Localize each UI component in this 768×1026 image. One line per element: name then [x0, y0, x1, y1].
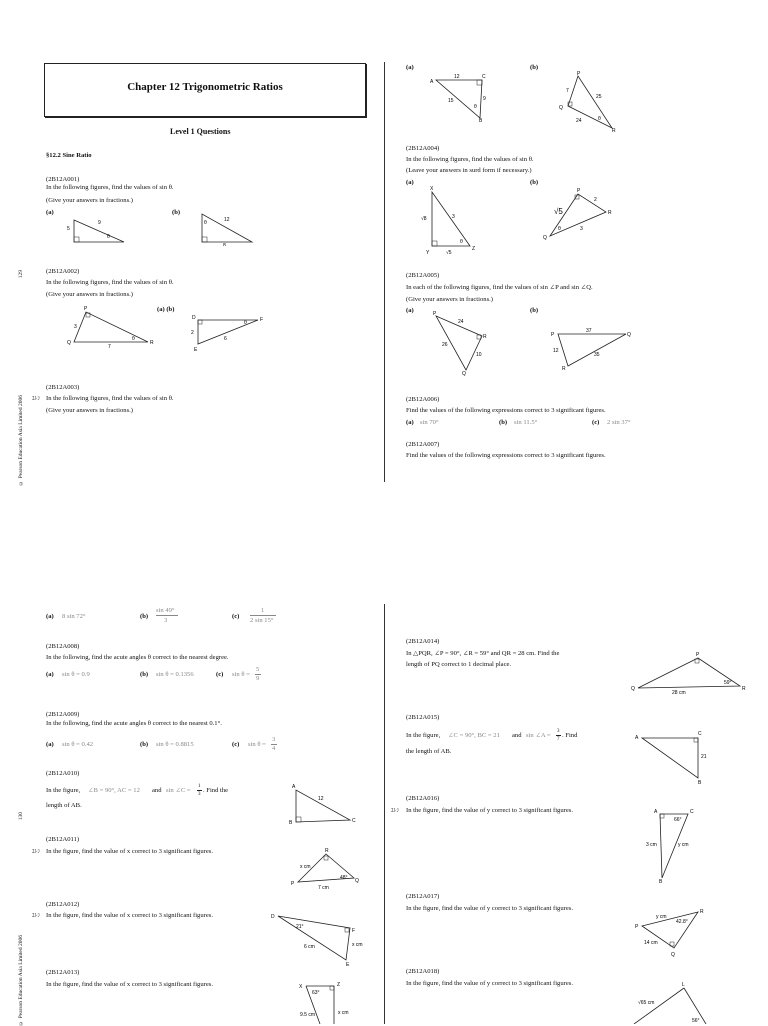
q016-code: (2B12A016)	[406, 795, 440, 802]
q004-figure-b	[540, 184, 616, 242]
q002a-angle: θ	[132, 336, 135, 342]
q010-frac-den: 3	[198, 792, 201, 797]
q010-line1b: ∠B = 90°, AC = 12	[88, 787, 140, 794]
q016-vertex-c: C	[690, 809, 694, 815]
q018-side-root65: √65 cm	[638, 1000, 655, 1006]
q009-label-b: (b)	[140, 741, 149, 748]
q007-label-c: (c)	[232, 613, 240, 620]
q004-line2: (Leave your answers in surd form if necessary.)	[406, 167, 532, 174]
hkcee-mark-q003: ﾕﾚﾝ	[32, 396, 41, 402]
q008-code: (2B12A008)	[46, 643, 80, 650]
q004b-side-2: 2	[594, 197, 597, 203]
q003a-angle: θ	[474, 104, 477, 110]
q012-vertex-d: D	[271, 914, 275, 920]
q005a-side-10: 10	[476, 352, 482, 358]
q001a-side-5: 5	[67, 226, 70, 232]
q002-line2: (Give your answers in fractions.)	[46, 291, 133, 298]
q002b-vertex-e: E	[194, 347, 198, 352]
q001-figure-a	[66, 212, 128, 246]
q006-label-c: (c)	[592, 419, 600, 426]
q017-side-14cm: 14 cm	[644, 940, 658, 946]
q004-line1: In the following figures, find the values of sin θ.	[406, 156, 534, 163]
q013-code: (2B12A013)	[46, 969, 80, 976]
q002-code: (2B12A002)	[46, 268, 80, 275]
q014-vertex-p: P	[696, 652, 700, 658]
q007-c-num: 1	[261, 607, 265, 614]
q017-vertex-r: R	[700, 909, 704, 915]
q016-side-3cm: 3 cm	[646, 842, 657, 848]
q005-label-a: (a)	[406, 307, 414, 314]
q013-vertex-x: X	[299, 984, 303, 990]
q001b-angle: θ	[204, 220, 207, 226]
q005b-side-35: 35	[594, 352, 600, 358]
q012-vertex-f: F	[352, 928, 356, 934]
page-number-top: 129	[18, 270, 24, 279]
q005-code: (2B12A005)	[406, 272, 440, 279]
column-divider-bottom	[384, 604, 385, 1024]
q008-c-num: 5	[256, 666, 260, 673]
q003b-vertex-q: Q	[559, 105, 563, 111]
q008-label-a: (a)	[46, 671, 54, 678]
q004a-vertex-x: X	[430, 186, 434, 192]
q004a-side-3: 3	[452, 214, 455, 220]
q002a-vertex-r: R	[150, 340, 154, 346]
q005-figure-a	[426, 308, 490, 376]
q004-label-b: (b)	[530, 179, 539, 186]
q013-side-9-5cm: 9.5 cm	[300, 1012, 316, 1018]
q016-angle: 66°	[674, 817, 682, 823]
q011-side-x: x cm	[300, 864, 311, 870]
q002b-side-2: 2	[191, 330, 194, 336]
q003-label-b: (b)	[530, 64, 539, 71]
q011-angle: 48°	[340, 875, 348, 881]
q004b-side-root5: √5	[554, 207, 563, 216]
q017-angle: 42.8°	[676, 919, 688, 925]
q016-side-y: y cm	[678, 842, 689, 848]
q015-figure	[632, 726, 712, 786]
q013-line1: In the figure, find the value of x correct to 3 significant figures.	[46, 981, 213, 988]
q003-label-a: (a)	[406, 64, 414, 71]
q016-line1: In the figure, find the value of y correct to 3 significant figures.	[406, 807, 573, 814]
q002b-vertex-d: D	[192, 315, 196, 321]
q002b-side-6: 6	[224, 336, 227, 342]
q008-c-den: 9	[256, 675, 260, 682]
q015-line2: the length of AB.	[406, 748, 452, 755]
column-divider-top	[384, 62, 385, 482]
q010-line1d: sin ∠C =	[166, 787, 191, 794]
q001-line1: In the following figures, find the values of sin θ.	[46, 184, 174, 191]
q008-label-b: (b)	[140, 671, 149, 678]
q010-line1e: . Find the	[203, 787, 229, 794]
q010-vertex-b: B	[289, 820, 293, 826]
q003a-vertex-c: C	[482, 74, 486, 80]
q002a-side-3: 3	[74, 324, 77, 330]
q002a-vertex-q: Q	[67, 340, 71, 346]
q004-figure-a	[420, 184, 480, 258]
q018-code: (2B12A018)	[406, 968, 440, 975]
q003a-vertex-a: A	[430, 79, 434, 85]
q013-figure	[296, 978, 360, 1024]
q017-code: (2B12A017)	[406, 893, 440, 900]
hkcee-mark-q012: ﾕﾚﾝ	[32, 913, 41, 919]
q015-side-21: 21	[701, 754, 707, 760]
hkcee-mark-q016: ﾕﾚﾝ	[391, 808, 400, 814]
q003a-side-9: 9	[483, 96, 486, 102]
q018-line1: In the figure, find the value of y correct to 3 significant figures.	[406, 980, 573, 987]
q005-line1: In each of the following figures, find the values of sin ∠P and sin ∠Q.	[406, 284, 593, 291]
q012-code: (2B12A012)	[46, 901, 80, 908]
q009-label-c: (c)	[232, 741, 240, 748]
q014-figure	[628, 648, 752, 698]
q009-expr-c: sin θ =	[248, 741, 266, 748]
q015-code: (2B12A015)	[406, 714, 440, 721]
page-number-bottom: 130	[18, 812, 24, 821]
q001a-side-9: 9	[98, 220, 101, 226]
q016-vertex-a: A	[654, 809, 658, 815]
chapter-title-box	[44, 63, 366, 117]
q004a-side-root5: √5	[446, 250, 452, 256]
q005a-side-26: 26	[442, 342, 448, 348]
q018-vertex-l: L	[682, 982, 685, 988]
copyright-top: © Pearson Education Asia Limited 2006	[18, 395, 24, 486]
q017-line1: In the figure, find the value of y correct to 3 significant figures.	[406, 905, 573, 912]
q005b-vertex-r: R	[562, 366, 566, 372]
q008-expr-a: sin θ = 0.9	[62, 671, 90, 678]
q014-code: (2B12A014)	[406, 638, 440, 645]
q006-line1: Find the values of the following expressions correct to 3 significant figures.	[406, 407, 606, 414]
q016-figure	[644, 806, 700, 884]
q009-code: (2B12A009)	[46, 711, 80, 718]
q005b-vertex-p: P	[551, 332, 555, 338]
q011-line1: In the figure, find the value of x correct to 3 significant figures.	[46, 848, 213, 855]
q007-b-den: 3	[164, 617, 168, 624]
q003b-vertex-r: R	[612, 128, 616, 134]
q009-c-den: 4	[272, 745, 276, 752]
q009-c-num: 3	[272, 736, 276, 743]
q007-c-fraction-bar	[250, 615, 276, 616]
q005-label-b: (b)	[530, 307, 539, 314]
copyright-bottom: © Pearson Education Asia Limited 2006	[18, 935, 24, 1026]
q015-vertex-b: B	[698, 780, 702, 786]
q017-figure	[634, 904, 708, 958]
q006-expr-b: sin 11.5°	[514, 419, 538, 426]
q004-code: (2B12A004)	[406, 145, 440, 152]
q009-expr-b: sin θ = 0.8815	[156, 741, 194, 748]
q005b-vertex-q: Q	[627, 332, 631, 338]
q005a-vertex-r: R	[483, 334, 487, 340]
q017-vertex-q: Q	[671, 952, 675, 958]
q015-line1c: and	[512, 732, 522, 739]
q012-angle: 21°	[296, 924, 304, 930]
q007-c-den: 2 sin 15°	[250, 617, 274, 624]
q010-vertex-a: A	[292, 784, 296, 790]
q015-line1d: sin ∠A =	[526, 732, 551, 739]
q003b-side-7: 7	[566, 88, 569, 94]
q007-expr-a: 8 sin 72°	[62, 613, 86, 620]
q012-vertex-e: E	[346, 962, 350, 966]
q008-expr-c: sin θ =	[232, 671, 250, 678]
q014-line1: In △PQR, ∠P = 90°, ∠R = 59° and QR = 28 cm. Find the	[406, 650, 560, 657]
level-heading: Level 1 Questions	[170, 127, 231, 136]
q011-figure	[286, 846, 362, 892]
q007-code: (2B12A007)	[406, 441, 440, 448]
q007-label-a: (a)	[46, 613, 54, 620]
q004a-vertex-z: Z	[472, 246, 476, 252]
q003b-side-25: 25	[596, 94, 602, 100]
q005b-side-37: 37	[586, 328, 592, 334]
q012-figure	[270, 908, 366, 966]
q014-vertex-r: R	[742, 686, 746, 692]
q012-side-6cm: 6 cm	[304, 944, 315, 950]
q017-side-y: y cm	[656, 914, 667, 920]
q004b-vertex-p: P	[577, 188, 581, 194]
q003-figure-a	[426, 70, 496, 122]
q011-vertex-q: Q	[355, 878, 359, 884]
q001-figure-b	[196, 212, 258, 246]
q010-frac-num: 1	[198, 784, 201, 789]
q002b-angle: θ	[244, 320, 247, 326]
q014-line2: length of PQ correct to 1 decimal place.	[406, 661, 512, 668]
q002-figure-a	[64, 304, 156, 348]
q001-label-a: (a)	[46, 209, 54, 216]
q004a-vertex-y: Y	[426, 250, 430, 256]
q003a-side-15: 15	[448, 98, 454, 104]
q010-vertex-c: C	[352, 818, 356, 824]
q004a-angle: θ	[460, 239, 463, 245]
q005a-side-24: 24	[458, 319, 464, 325]
q011-code: (2B12A011)	[46, 836, 80, 843]
q015-frac-den: 7	[557, 737, 560, 742]
q012-line1: In the figure, find the value of x correct to 3 significant figures.	[46, 912, 213, 919]
section-heading: §12.2 Sine Ratio	[46, 152, 92, 159]
q002-figure-b	[188, 312, 268, 352]
q007-b-fraction-bar	[156, 615, 178, 616]
q008-label-c: (c)	[216, 671, 224, 678]
q013-vertex-z: Z	[337, 982, 341, 988]
q015-line1a: In the figure,	[406, 732, 441, 739]
q002-labels-ab: (a) (b)	[157, 306, 175, 313]
q001b-side-8: 8	[223, 243, 226, 246]
q012-side-x: x cm	[352, 942, 363, 948]
chapter-title: Chapter 12 Trigonometric Ratios	[127, 81, 283, 93]
q003b-angle: θ	[598, 116, 601, 122]
q006-label-b: (b)	[499, 419, 508, 426]
q004b-side-3: 3	[580, 226, 583, 232]
q014-angle: 59°	[724, 680, 732, 686]
q005a-vertex-q: Q	[462, 371, 466, 376]
q015-vertex-c: C	[698, 731, 702, 737]
q004b-vertex-r: R	[608, 210, 612, 216]
q013-angle: 63°	[312, 990, 320, 996]
q008-expr-b: sin θ = 0.1356	[156, 671, 194, 678]
q001-line2: (Give your answers in fractions.)	[46, 197, 133, 204]
q011-vertex-p: P	[291, 881, 295, 887]
q005a-vertex-p: P	[433, 311, 437, 317]
q001b-side-12: 12	[224, 217, 230, 223]
q018-figure	[628, 978, 718, 1024]
q015-vertex-a: A	[635, 735, 639, 741]
q002a-vertex-p: P	[84, 306, 88, 312]
q010-figure	[286, 780, 358, 828]
q009-label-a: (a)	[46, 741, 54, 748]
q018-angle: 56°	[692, 1018, 700, 1024]
q004b-vertex-q: Q	[543, 235, 547, 241]
q006-label-a: (a)	[406, 419, 414, 426]
q009-line1: In the following, find the acute angles θ correct to the nearest 0.1°.	[46, 720, 222, 727]
q010-line1c: and	[152, 787, 162, 794]
q003-line1: In the following figures, find the values of sin θ.	[46, 395, 174, 402]
q007-line1: Find the values of the following expressions correct to 3 significant figures.	[406, 452, 606, 459]
q011-side-7cm: 7 cm	[318, 885, 329, 891]
q003-figure-b	[556, 70, 620, 134]
q002-line1: In the following figures, find the values of sin θ.	[46, 279, 174, 286]
q014-vertex-q: Q	[631, 686, 635, 692]
q013-side-x: x cm	[338, 1010, 349, 1016]
q005-figure-b	[548, 324, 634, 372]
q003a-side-12: 12	[454, 74, 460, 80]
q007-label-b: (b)	[140, 613, 149, 620]
q014-side-28cm: 28 cm	[672, 690, 686, 696]
q006-expr-c: 2 sin 37°	[607, 419, 631, 426]
hkcee-mark-q011: ﾕﾚﾝ	[32, 849, 41, 855]
q003-line2: (Give your answers in fractions.)	[46, 407, 133, 414]
q011-vertex-r: R	[325, 848, 329, 854]
q010-code: (2B12A010)	[46, 770, 80, 777]
q006-expr-a: sin 70°	[420, 419, 439, 426]
q010-side-12: 12	[318, 796, 324, 802]
q003a-vertex-b: B	[479, 118, 483, 122]
q002b-vertex-f: F	[260, 317, 264, 323]
q010-line2: length of AB.	[46, 802, 82, 809]
q015-line1b: ∠C = 90°, BC = 21	[448, 732, 500, 739]
q007-b-num: sin 49°	[156, 607, 175, 614]
q006-code: (2B12A006)	[406, 396, 440, 403]
q008-line1: In the following, find the acute angles θ correct to the nearest degree.	[46, 654, 229, 661]
q015-frac-num: 3	[557, 729, 560, 734]
q009-expr-a: sin θ = 0.42	[62, 741, 94, 748]
q005b-side-12: 12	[553, 348, 559, 354]
q001a-angle: θ	[107, 234, 110, 240]
q003b-vertex-p: P	[577, 71, 581, 77]
q004a-side-root8: √8	[421, 216, 427, 222]
q003-code: (2B12A003)	[46, 384, 80, 391]
q004b-angle: θ	[558, 226, 561, 232]
q005-line2: (Give your answers in fractions.)	[406, 296, 493, 303]
q003b-side-24: 24	[576, 118, 582, 124]
q004-label-a: (a)	[406, 179, 414, 186]
q017-vertex-p: P	[635, 924, 639, 930]
q016-vertex-b: B	[659, 879, 663, 884]
q010-line1a: In the figure,	[46, 787, 81, 794]
q015-line1e: . Find	[562, 732, 578, 739]
q002a-side-7: 7	[108, 344, 111, 348]
q001-label-b: (b)	[172, 209, 181, 216]
q001-code: (2B12A001)	[46, 176, 80, 183]
